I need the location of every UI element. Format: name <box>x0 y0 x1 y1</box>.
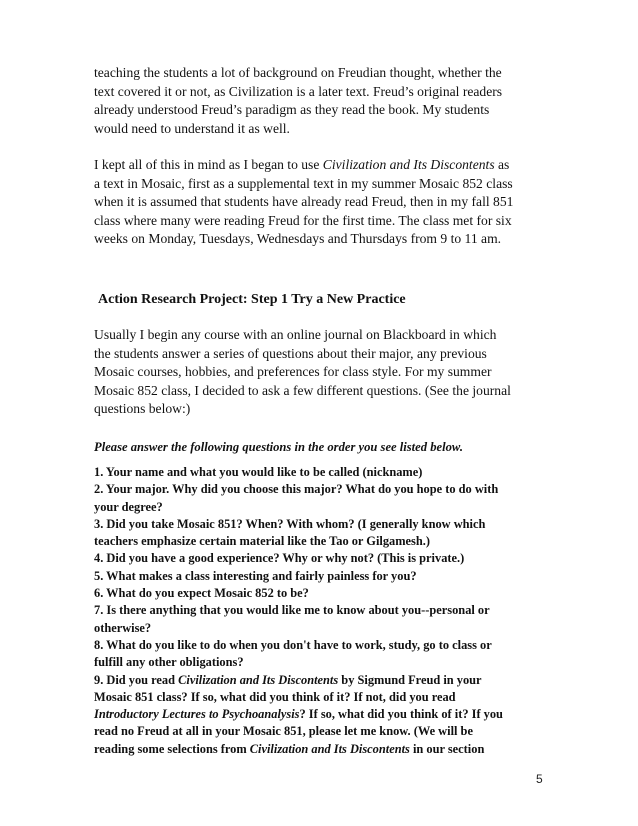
text-segment: reading some selections from <box>94 741 250 756</box>
text-segment: in our section <box>409 741 485 756</box>
text-line: Mosaic courses, hobbies, and preferences for class style. For my summer <box>94 364 492 380</box>
text-line: text covered it or not, as Civilization is a later text. Freud’s original readers <box>94 83 503 99</box>
question-line <box>94 706 564 723</box>
question-line: fulfill any other obligations? <box>94 655 244 670</box>
text-segment: as <box>494 157 510 172</box>
text-line <box>94 156 564 175</box>
text-line: when it is assumed that students have already read Freud, then in my fall 851 <box>94 194 514 210</box>
question-line: your degree? <box>94 499 163 514</box>
text-line: a text in Mosaic, first as a supplemental text in my summer Mosaic 852 class <box>94 175 513 191</box>
question-line: 3. Did you take Mosaic 851? When? With whom? (I generally know which <box>94 516 486 531</box>
page-number: 5 <box>536 772 543 786</box>
text-line: class where many were reading Freud for the first time. The class met for six <box>94 212 512 228</box>
text-line: weeks on Monday, Tuesdays, Wednesdays and Thursdays from 9 to 11 am. <box>94 231 502 247</box>
text-segment: ? If so, what did you think of it? If you <box>299 707 503 722</box>
text-line: would need to understand it as well. <box>94 120 290 136</box>
text-line: already understood Freud’s paradigm as they read the book. My students <box>94 102 490 118</box>
text-segment: by Sigmund Freud in your <box>338 672 482 687</box>
question-line: 5. What makes a class interesting and fairly painless for you? <box>94 568 417 583</box>
paragraph-journal-intro <box>94 326 564 419</box>
text-segment: 9. Did you read <box>94 672 179 687</box>
book-title: Civilization and Its Discontents <box>178 672 339 687</box>
text-segment: I kept all of this in mind as I began to use <box>94 157 323 172</box>
question-line: 1. Your name and what you would like to be called (nickname) <box>94 465 423 479</box>
question-line: read no Freud at all in your Mosaic 851, please let me know. (We will be <box>94 724 473 739</box>
book-title: Civilization and Its Discontents <box>249 741 410 756</box>
text-line: Mosaic 852 class, I decided to ask a few different questions. (See the journal <box>94 382 511 398</box>
question-line: 7. Is there anything that you would like me to know about you--personal or <box>94 603 490 618</box>
paragraph-freudian-background <box>94 64 564 138</box>
question-line <box>94 672 564 689</box>
question-line: 6. What do you expect Mosaic 852 to be? <box>94 586 309 601</box>
text-line: questions below:) <box>94 401 191 417</box>
text-line: Usually I begin any course with an online journal on Blackboard in which <box>94 327 497 342</box>
question-line: teachers emphasize certain material like the Tao or Gilgamesh.) <box>94 534 430 549</box>
question-line <box>94 741 564 758</box>
text-line: the students answer a series of questions about their major, any previous <box>94 345 487 361</box>
question-line: 4. Did you have a good experience? Why or why not? (This is private.) <box>94 551 465 566</box>
journal-instructions: Please answer the following questions in the order you see listed below. <box>94 440 463 454</box>
journal-questions-list <box>94 464 564 758</box>
book-title: Civilization and Its Discontents <box>322 157 495 172</box>
question-line: 2. Your major. Why did you choose this major? What do you hope to do with <box>94 482 499 497</box>
question-line: otherwise? <box>94 620 152 635</box>
book-title: Introductory Lectures to Psychoanalysis <box>94 707 300 722</box>
text-line: teaching the students a lot of background on Freudian thought, whether the <box>94 65 502 80</box>
question-line: Mosaic 851 class? If so, what did you think of it? If not, did you read <box>94 689 456 704</box>
question-line: 8. What do you like to do when you don't have to work, study, go to class or <box>94 637 492 652</box>
paragraph-course-context <box>94 156 564 249</box>
section-heading: Action Research Project: Step 1 Try a New Practice <box>98 292 406 307</box>
